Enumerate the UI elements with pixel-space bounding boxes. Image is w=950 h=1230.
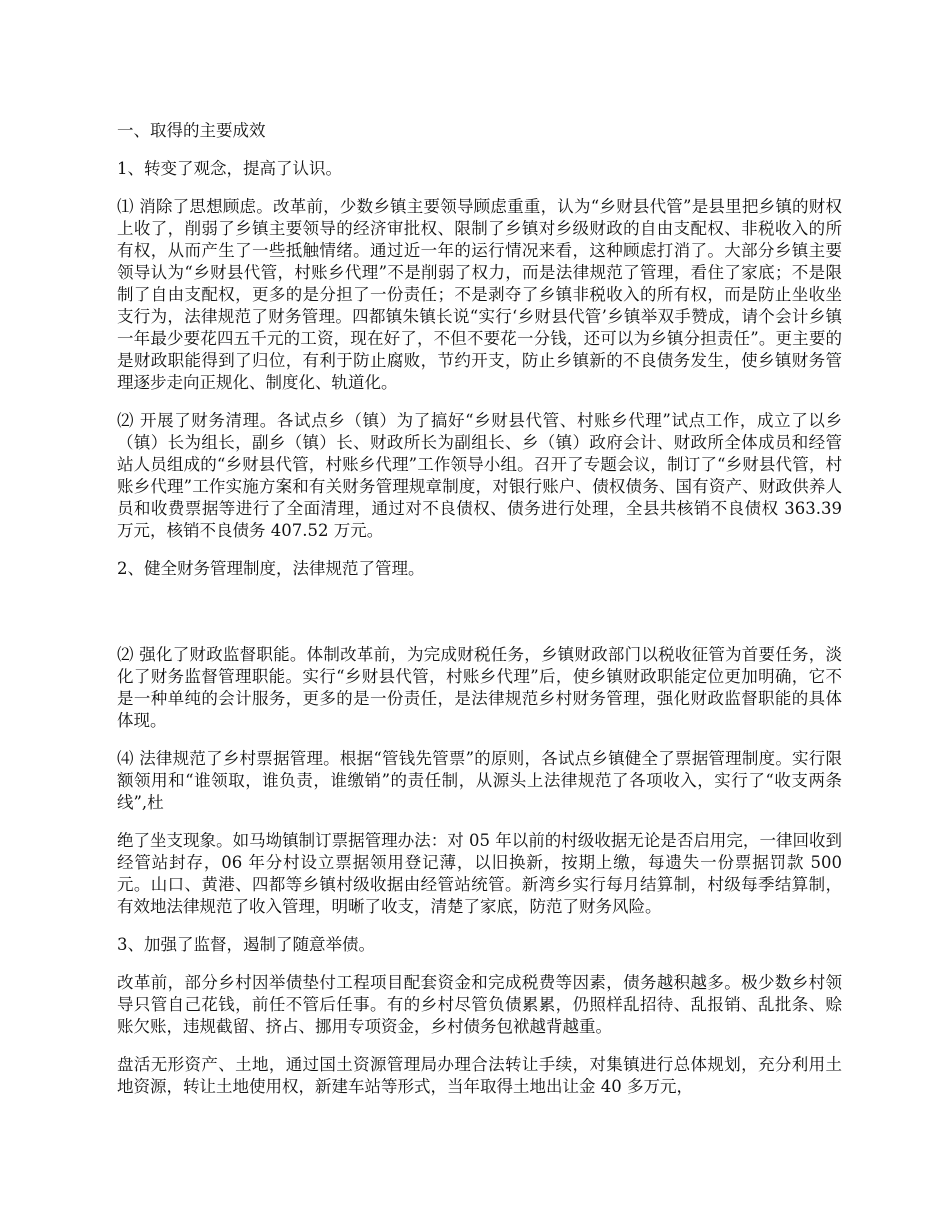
paragraph-asset-revitalization: 盘活无形资产、土地，通过国土资源管理局办理合法转让手续，对集镇进行总体规划，充分利用土地资源，转让土地使用权，新建车站等形式，当年取得土地出让金 40 多万元， (117, 1055, 842, 1096)
subsection-title-2: 2、健全财务管理制度，法律规范了管理。 (117, 559, 425, 578)
paragraph-debt-before-reform: 改革前，部分乡村因举债垫付工程项目配套资金和完成税费等因素，债务越积越多。极少数乡村领导只管自己花钱，前任不管后任事。有的乡村尽管负债累累，仍照样乱招待、乱报销、乱批条、赊账欠账，违规截留、挤占、挪用专项资金，乡村债务包袱越背越重。 (117, 973, 842, 1036)
paragraph-ideological-concerns: ⑴ 消除了思想顾虑。改革前，少数乡镇主要领导顾虑重重，认为“乡财县代管”是县里把乡镇的财权上收了，削弱了乡镇主要领导的经济审批权、限制了乡镇对乡级财政的自由支配权、非税收入的所有权，从而产生了一些抵触情绪。通过近一年的运行情况来看，这种顾虑打消了。大部分乡镇主要领导认为“乡财县代管，村账乡代理”不是削弱了权力，而是法律规范了管理，看住了家底；不是限制了自由支配权，更多的是分担了一份责任；不是剥夺了乡镇非税收入的所有权，而是防止坐收坐支行为，法律规范了财务管理。四都镇朱镇长说“实行‘乡财县代管’乡镇举双手赞成，请个会计乡镇一年最少要花四五千元的工资，现在好了，不但不要花一分钱，还可以为乡镇分担责任”。更主要的是财政职能得到了归位，有利于防止腐败，节约开支，防止乡镇新的不良债务发生，使乡镇财务管理逐步走向正规化、制度化、轨道化。 (117, 197, 842, 392)
subsection-title-1: 1、转变了观念，提高了认识。 (117, 159, 342, 178)
section-heading: 一、取得的主要成效 (117, 121, 266, 140)
paragraph-receipt-example: 绝了坐支现象。如马坳镇制订票据管理办法：对 05 年以前的村级收据无论是否启用完，一律回收到经管站封存，06 年分村设立票据领用登记薄，以旧换新，按期上缴，每遗失一份票据罚款 500 元。山口、黄港、四都等乡镇村级收据由经管站统管。新湾乡实行每月结算制，村级每季结算制，有效地法律规范了收入管理，明晰了收支，清楚了家底，防范了财务风险。 (117, 831, 842, 916)
paragraph-financial-cleanup: ⑵ 开展了财务清理。各试点乡（镇）为了搞好“乡财县代管、村账乡代理”试点工作，成立了以乡（镇）长为组长，副乡（镇）长、财政所长为副组长、乡（镇）政府会计、财政所全体成员和经管站人员组成的“乡财县代管，村账乡代理”工作领导小组。召开了专题会议，制订了“乡财县代管，村账乡代理”工作实施方案和有关财务管理规章制度，对银行账户、债权债务、国有资产、财政供养人员和收费票据等进行了全面清理，通过对不良债权、债务进行处理，全县共核销不良债权 363.39 万元，核销不良债务 407.52 万元。 (117, 411, 842, 540)
blank-gap (117, 596, 842, 644)
subsection-title-3: 3、加强了监督，遏制了随意举债。 (117, 935, 375, 954)
paragraph-receipt-management: ⑷ 法律规范了乡村票据管理。根据“管钱先管票”的原则，各试点乡镇健全了票据管理制度。实行限额领用和“谁领取，谁负责，谁缴销”的责任制，从源头上法律规范了各项收入，实行了“收支两条线”,杜 (117, 749, 842, 812)
document-page (117, 120, 842, 1114)
paragraph-financial-supervision: ⑵ 强化了财政监督职能。体制改革前，为完成财税任务，乡镇财政部门以税收征管为首要任务，淡化了财务监督管理职能。实行“乡财县代管，村账乡代理”后，使乡镇财政职能定位更加明确，它不是一种单纯的会计服务，更多的是一份责任，是法律规范乡村财务管理，强化财政监督职能的具体体现。 (117, 645, 842, 730)
